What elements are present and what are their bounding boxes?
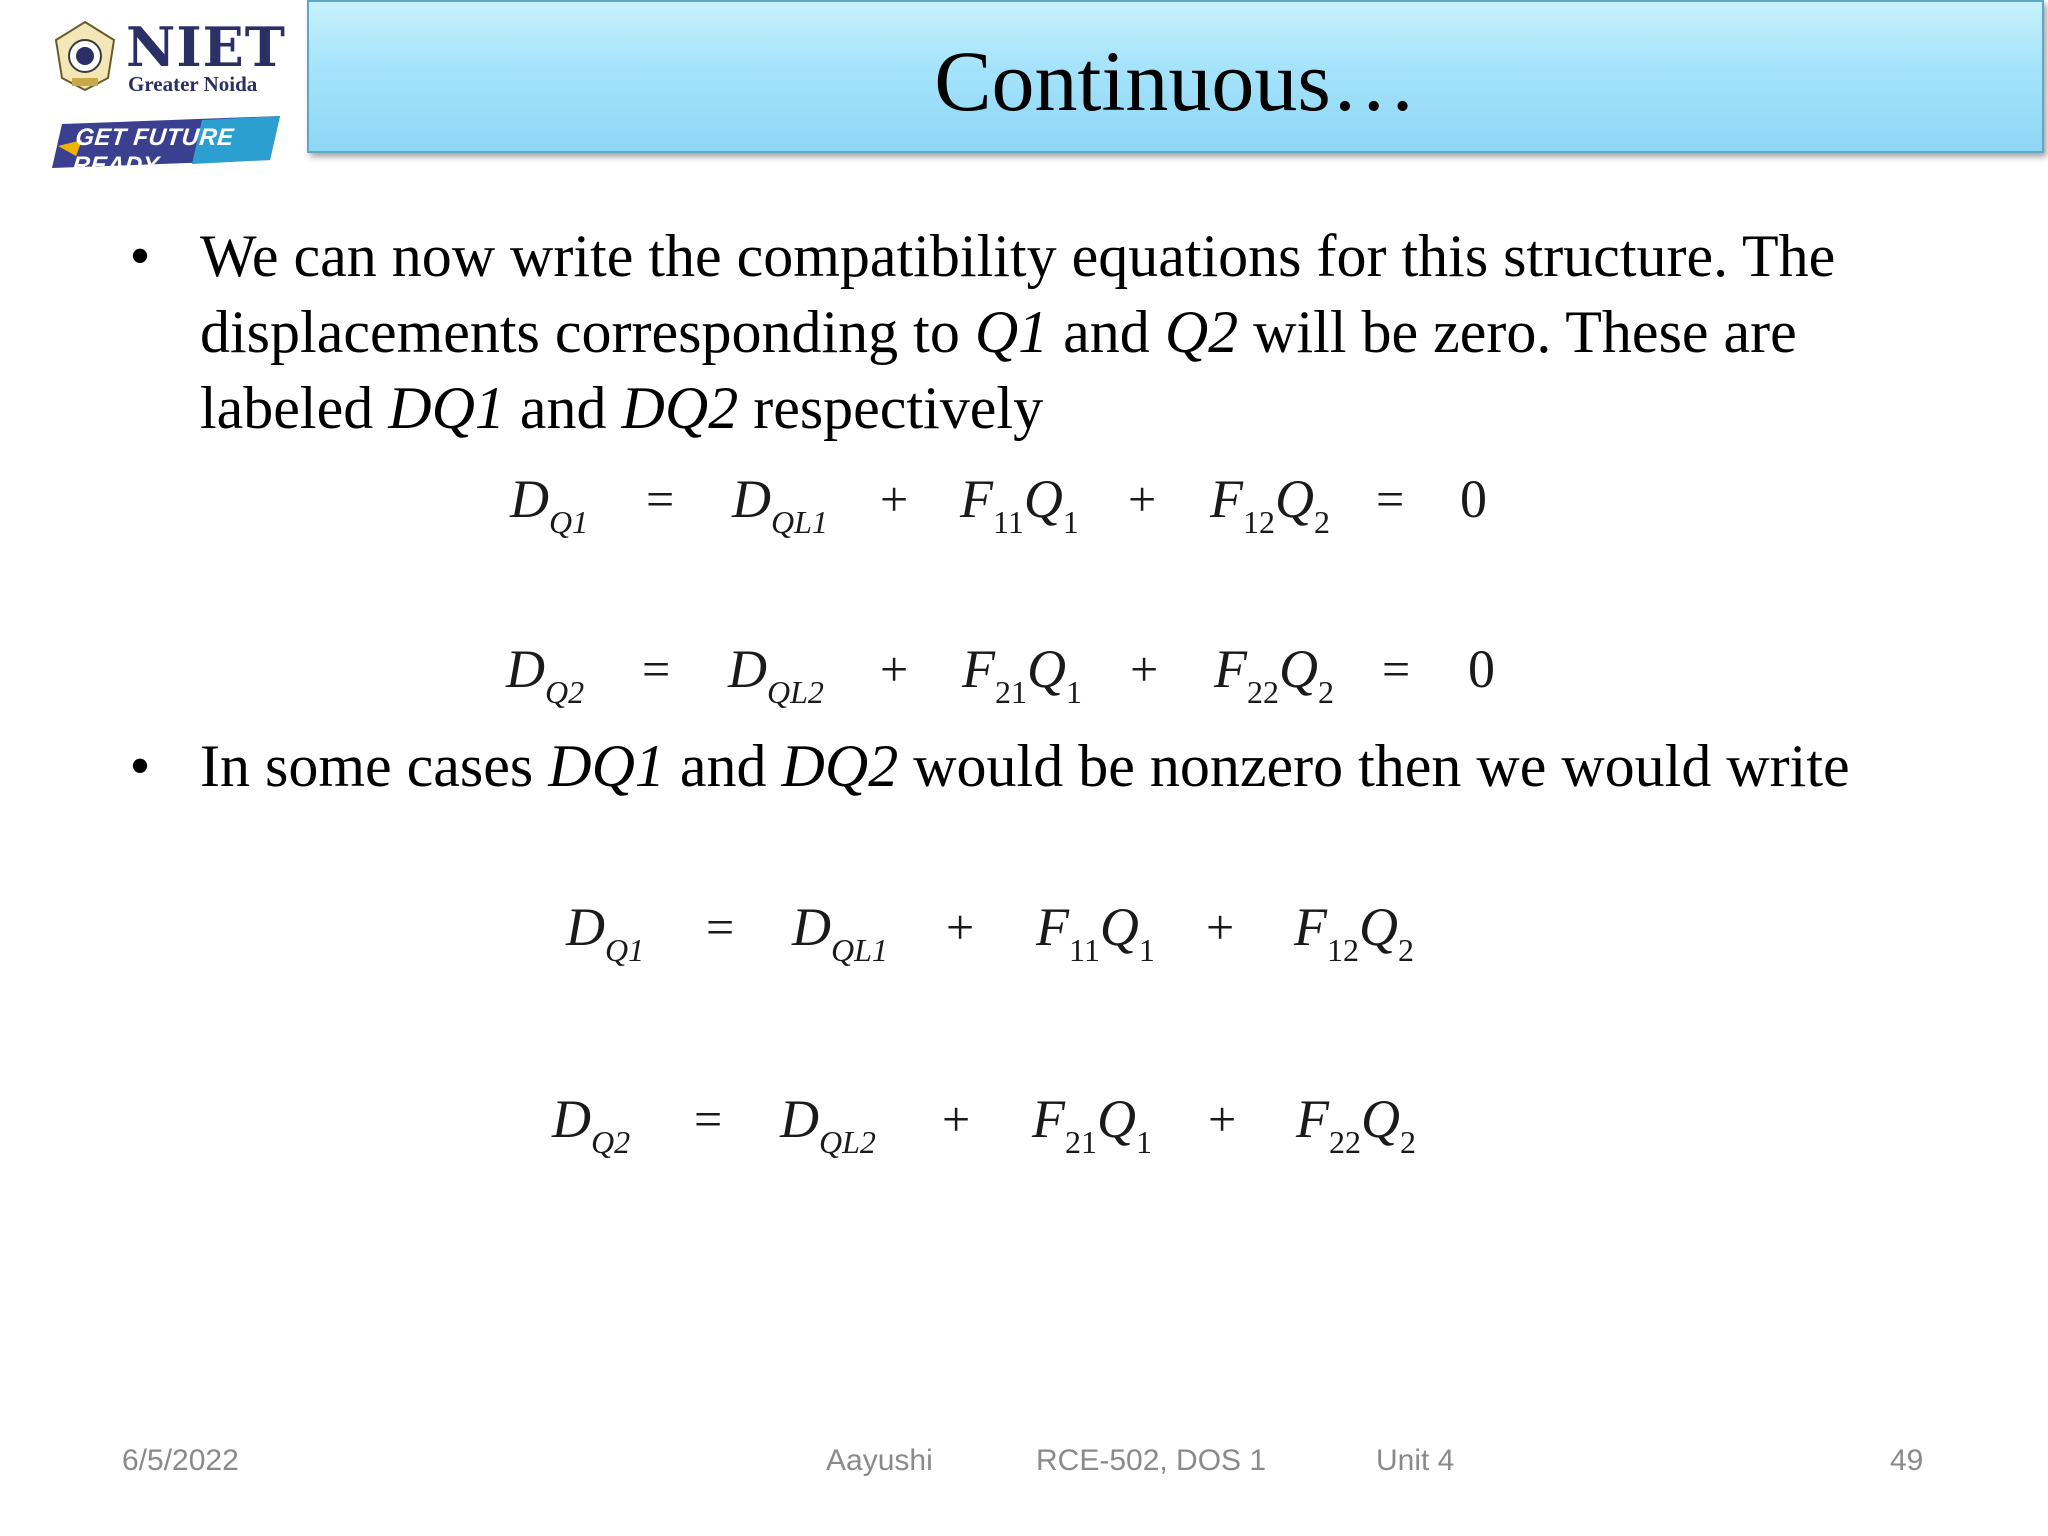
eq-term: $F_{21}Q_1$ bbox=[1032, 1089, 1152, 1160]
bullet-marker: • bbox=[129, 223, 151, 289]
logo-name: NIET bbox=[126, 15, 286, 79]
eq-term: $F_{11}Q_1$ bbox=[1036, 897, 1155, 968]
eq-rhs: 0 bbox=[1460, 469, 1487, 529]
footer-page-number: 49 bbox=[1890, 1444, 1924, 1477]
niet-logo bbox=[40, 8, 290, 178]
text-run: We can now write the compatibility equations for this structure. The displacements corresponding to bbox=[200, 223, 1836, 365]
eq-term: $D_{QL1}$ bbox=[732, 469, 828, 540]
text-run-italic: Q1 bbox=[974, 299, 1049, 365]
equation-1: $D_{Q1}$ = $D_{QL1}$ + $F_{11}Q_1$ + $F_{12}Q_2$ = 0 bbox=[510, 466, 1500, 546]
title-banner bbox=[307, 0, 2044, 153]
eq-lhs: $D_{Q1}$ bbox=[510, 469, 589, 540]
eq-term: $D_{QL1}$ bbox=[792, 897, 888, 968]
footer-date: 6/5/2022 bbox=[122, 1444, 239, 1477]
bullet-text bbox=[200, 218, 1940, 446]
text-run: and bbox=[1048, 299, 1165, 365]
bullet-marker: • bbox=[129, 733, 151, 799]
college-seal-icon bbox=[52, 20, 118, 92]
equation-3: $D_{Q1}$ = $D_{QL1}$ + $F_{11}Q_1$ + $F_{12}Q_2$ bbox=[566, 894, 1446, 974]
eq-term: $F_{22}Q_2$ bbox=[1296, 1089, 1416, 1160]
text-run-italic: DQ2 bbox=[781, 733, 899, 799]
eq-term: $D_{QL2}$ bbox=[780, 1089, 876, 1160]
eq-lhs: $D_{Q2}$ bbox=[506, 639, 585, 710]
bullet-item bbox=[120, 728, 1940, 808]
text-run-italic: DQ2 bbox=[621, 375, 739, 441]
eq-term: $F_{21}Q_1$ bbox=[962, 639, 1082, 710]
eq-lhs: $D_{Q1}$ bbox=[566, 897, 645, 968]
text-run-italic: Q2 bbox=[1164, 299, 1239, 365]
text-run: and bbox=[664, 733, 782, 799]
equation-4: $D_{Q2}$ = $D_{QL2}$ + $F_{21}Q_1$ + $F_{22}Q_2$ bbox=[552, 1086, 1452, 1166]
footer-author: Aayushi bbox=[826, 1444, 933, 1477]
slide-title: Continuous… bbox=[934, 33, 1417, 129]
text-run: and bbox=[504, 375, 622, 441]
text-run: will be zero. These are labeled bbox=[200, 299, 1797, 441]
eq-rhs: 0 bbox=[1468, 639, 1495, 699]
eq-term: $F_{11}Q_1$ bbox=[960, 469, 1079, 540]
bullet-text bbox=[200, 728, 1940, 804]
text-run: In some cases bbox=[200, 733, 549, 799]
eq-lhs: $D_{Q2}$ bbox=[552, 1089, 631, 1160]
eq-term: $D_{QL2}$ bbox=[728, 639, 824, 710]
logo-tagline: GET FUTURE READY bbox=[71, 124, 236, 179]
footer-course: RCE-502, DOS 1 bbox=[1036, 1444, 1267, 1477]
eq-term: $F_{12}Q_2$ bbox=[1294, 897, 1414, 968]
text-run-italic: DQ1 bbox=[548, 733, 665, 799]
eq-term: $F_{12}Q_2$ bbox=[1210, 469, 1330, 540]
text-run-italic: DQ1 bbox=[388, 375, 505, 441]
eq-term: $F_{22}Q_2$ bbox=[1214, 639, 1334, 710]
logo-subtitle: Greater Noida bbox=[128, 72, 258, 96]
text-run: respectively bbox=[738, 375, 1044, 441]
footer-unit: Unit 4 bbox=[1376, 1444, 1455, 1477]
text-run: would be nonzero then we would write bbox=[898, 733, 1850, 799]
bullet-item bbox=[120, 218, 1940, 458]
equation-2: $D_{Q2}$ = $D_{QL2}$ + $F_{21}Q_1$ + $F_{22}Q_2$ = 0 bbox=[506, 636, 1506, 716]
